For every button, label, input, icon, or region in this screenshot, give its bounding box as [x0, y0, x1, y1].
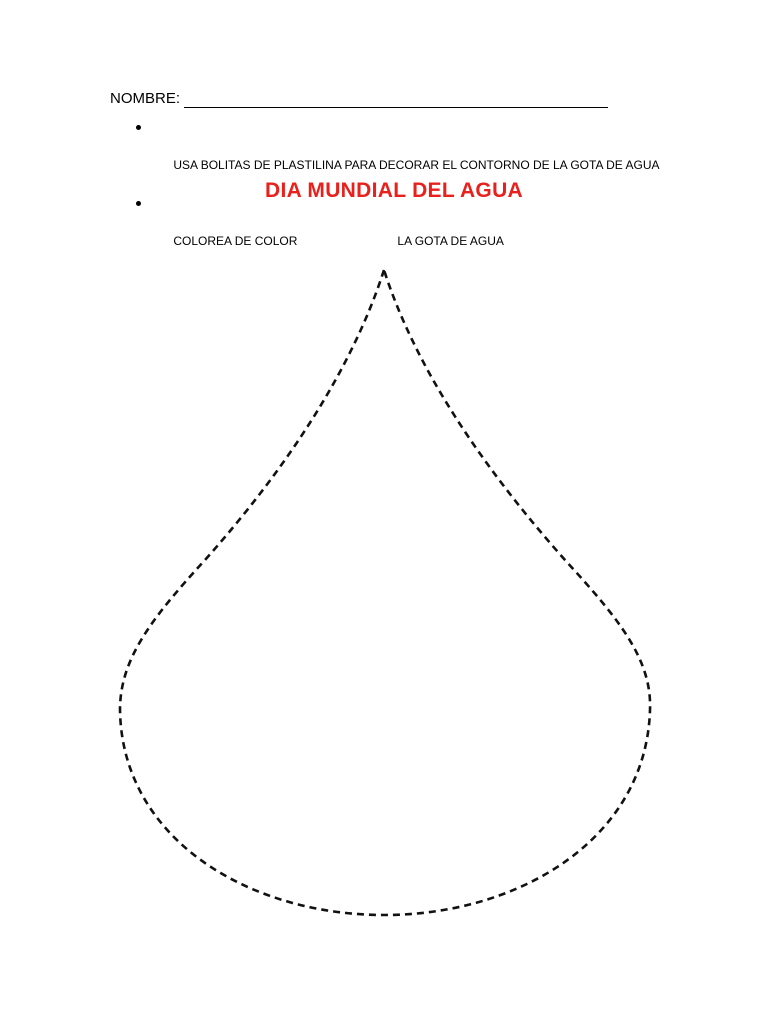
water-drop-path: [120, 270, 650, 915]
page-title: DIA MUNDIAL DEL AGUA: [265, 179, 523, 202]
instruction-text: COLOREA DE COLOR LA GOTA DE AGUA: [173, 234, 504, 248]
instruction-text: USA BOLITAS DE PLASTILINA PARA DECORAR EL CONTORNO DE LA GOTA DE AGUA: [173, 158, 660, 172]
name-label: NOMBRE:: [110, 90, 181, 107]
